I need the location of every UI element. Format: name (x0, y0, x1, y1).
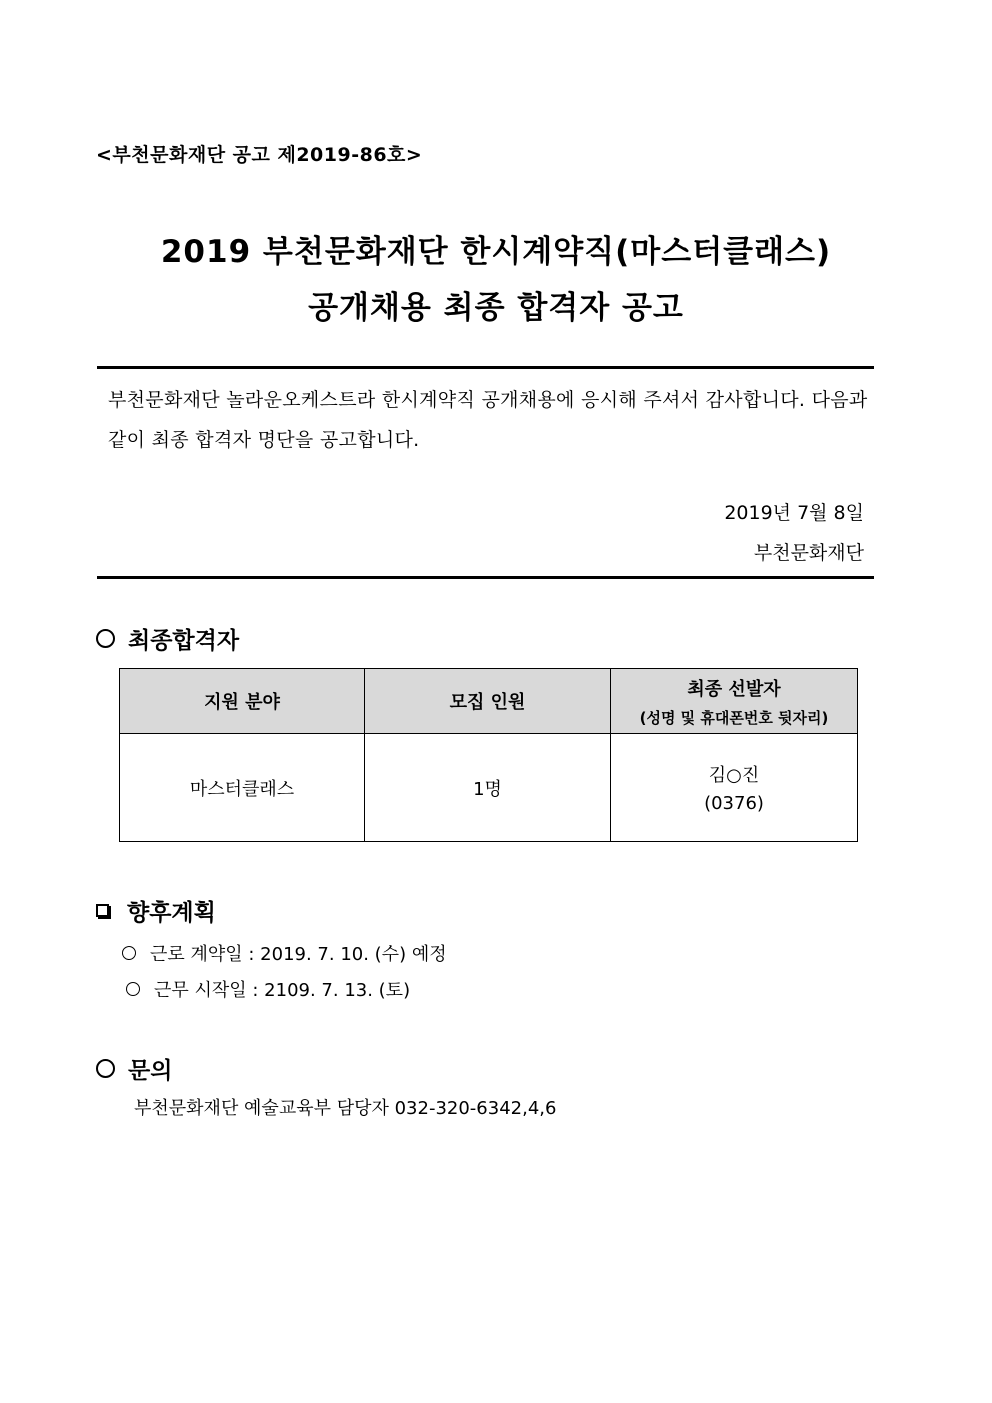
section-final-heading (96, 622, 239, 655)
section-final-title: 최종합격자 (128, 628, 240, 654)
section-contact-heading (96, 1052, 172, 1085)
header-selected (611, 669, 858, 734)
circle-bullet-icon (96, 1059, 115, 1078)
selected-phone: (0376) (704, 793, 764, 814)
divider-top (97, 366, 874, 369)
table-row (120, 734, 858, 842)
plan-item-text: 근로 계약일 : 2019. 7. 10. (수) 예정 (150, 944, 447, 965)
plan-item-text: 근무 시작일 : 2109. 7. 13. (토) (154, 980, 411, 1001)
contact-info: 부천문화재단 예술교육부 담당자 032-320-6342,4,6 (134, 1098, 557, 1119)
final-results-table (119, 668, 858, 842)
notice-number: <부천문화재단 공고 제2019-86호> (96, 144, 423, 166)
circle-bullet-icon (96, 629, 115, 648)
circle-bullet-icon (122, 946, 136, 960)
selected-name: 김○진 (708, 765, 760, 786)
header-count: 모집 인원 (365, 669, 611, 734)
checkbox-bullet-icon (96, 904, 109, 917)
header-selected-label: 최종 선발자 (687, 678, 781, 700)
issuing-organization: 부천문화재단 (753, 542, 864, 564)
intro-paragraph: 부천문화재단 놀라운오케스트라 한시계약직 공개채용에 응시해 주셔서 감사합니다. 다음과 같이 최종 합격자 명단을 공고합니다. (108, 389, 868, 451)
plan-item (122, 940, 447, 966)
section-plan-heading (96, 894, 216, 927)
notice-date: 2019년 7월 8일 (724, 502, 864, 524)
table-header-row (120, 669, 858, 734)
section-plan-title: 향후계획 (127, 900, 216, 926)
plan-item (126, 976, 410, 1002)
circle-bullet-icon (126, 982, 140, 996)
header-selected-sub: (성명 및 휴대폰번호 뒷자리) (639, 708, 829, 727)
page-title-line1: 2019 부천문화재단 한시계약직(마스터클래스) (160, 234, 832, 270)
cell-selected (611, 734, 858, 842)
divider-bottom (97, 576, 874, 579)
header-field: 지원 분야 (120, 669, 365, 734)
cell-count: 1명 (365, 734, 611, 842)
page-title-line2: 공개채용 최종 합격자 공고 (308, 290, 684, 326)
cell-field: 마스터클래스 (120, 734, 365, 842)
section-contact-title: 문의 (128, 1058, 173, 1084)
